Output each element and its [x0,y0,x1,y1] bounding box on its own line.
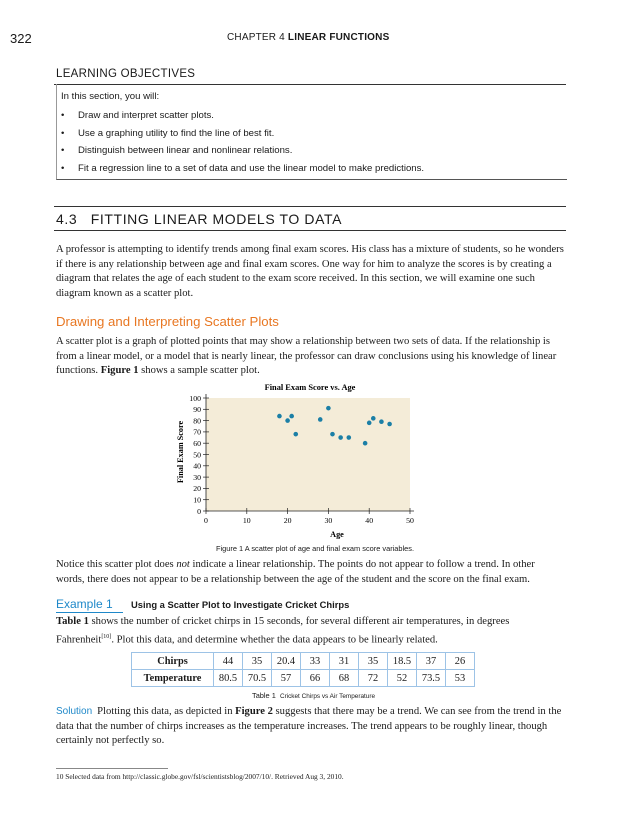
data-point [289,414,294,419]
data-point [387,422,392,427]
y-tick-label: 0 [197,506,201,516]
footnote-marker: [10] [101,633,112,640]
objective-text: Use a graphing utility to find the line of best fit. [78,127,275,139]
table-caption-label: Table 1 [252,691,276,700]
example-label: Example 1 [56,597,113,611]
bullet-icon: • [61,145,65,156]
data-point [379,419,384,424]
bullet-icon: • [61,127,65,139]
x-tick-label: 50 [406,516,414,525]
table-cell: 52 [388,670,417,687]
chapter-prefix: CHAPTER 4 [227,32,285,43]
x-tick-label: 30 [324,516,333,525]
table-cell: 73.5 [417,670,446,687]
data-point [318,417,323,422]
data-point [363,441,368,446]
table-cell: 35 [359,653,388,670]
data-point [293,432,298,437]
footnote-rule [56,768,168,769]
bullet-icon: • [61,162,65,174]
example-body [56,615,564,648]
table-cell: 18.5 [388,653,417,670]
table-cell: 37 [417,653,446,670]
chirps-table [131,652,475,687]
example-title: Using a Scatter Plot to Investigate Cricket Chirps [131,599,350,610]
subheading: Drawing and Interpreting Scatter Plots [56,314,279,329]
x-axis-label: Age [330,530,344,539]
table-cell: 44 [214,653,243,670]
data-point [277,414,282,419]
table-cell: 20.4 [272,653,301,670]
objective-text: Distinguish between linear and nonlinear relations. [78,145,293,156]
example-text: . Plot this data, and determine whether the data appears to be linearly related. [111,634,438,646]
data-point [326,406,331,411]
y-tick-label: 80 [193,416,201,426]
solution-label: Solution [56,706,93,717]
learning-objectives-intro: In this section, you will: [61,91,160,102]
objective-text: Fit a regression line to a set of data and use the linear model to make predictions. [78,162,425,174]
table-cell: 68 [330,670,359,687]
notice-paragraph [56,558,564,587]
y-tick-label: 60 [193,439,201,448]
table-cell: 33 [301,653,330,670]
y-tick-label: 40 [193,461,201,471]
list-item [61,142,424,160]
chart-title: Final Exam Score vs. Age [264,383,356,392]
x-tick-label: 10 [242,516,251,525]
solution-text: Plotting this data, as depicted in [97,706,236,717]
section-rule-bottom [54,230,566,231]
table-cell: 26 [446,653,475,670]
solution-paragraph [56,705,564,749]
data-point [347,435,352,440]
y-tick-label: 10 [193,495,201,505]
notice-text: indicate a linear relationship. The points do not appear to follow a trend. In other words, there does not appear to be a relationship between the age of the student and the score on the final exam. [56,559,535,585]
section-number: 4.3 [56,211,78,227]
y-tick-label: 100 [189,393,201,403]
page-number: 322 [10,31,32,46]
plot-area [206,398,410,511]
table-cell: 53 [446,670,475,687]
table-1-caption [252,691,375,700]
figure-1-caption: Figure 1 A scatter plot of age and final exam score variables. [216,544,415,553]
list-item [61,125,424,143]
figure-reference: Figure 2 [235,706,273,717]
x-tick-label: 40 [365,516,374,525]
section-title-text: FITTING LINEAR MODELS TO DATA [90,211,343,227]
y-tick-label: 90 [193,405,201,415]
data-point [330,432,335,437]
bullet-icon: • [61,110,65,121]
data-point [285,418,290,423]
list-item [61,160,424,178]
y-tick-label: 50 [193,450,201,460]
scatter-text: A scatter plot is a graph of plotted points that may show a relationship between two sets of data. If the relationship is from a linear model, or a model that is nearly linear, the professor can draw conclusions using his knowledge of linear functions. [56,336,557,377]
table-caption-text: Cricket Chirps vs Air Temperature [279,693,376,700]
section-title [56,211,342,227]
intro-paragraph: A professor is attempting to identify trends among final exam scores. His class has a mixture of students, so he wonders if there is any relationship between age and final exam scores. One way for him to analyze the scores is by creating a diagram that relates the age of each student to the exam score received. In this section, we will examine one such diagram known as a scatter plot. [56,244,564,299]
learning-objectives-title: LEARNING OBJECTIVES [56,68,196,80]
section-rule-top [54,206,566,207]
scatter-chart [170,380,430,542]
row-header: Temperature [132,670,214,687]
table-row [132,670,475,687]
running-header [227,32,389,43]
notice-emphasis: not [176,559,190,570]
data-point [371,416,376,421]
row-header: Chirps [132,653,214,670]
table-reference: Table 1 [56,616,89,627]
y-tick-label: 30 [193,472,201,482]
table-cell: 72 [359,670,388,687]
table-cell: 70.5 [243,670,272,687]
x-tick-label: 20 [283,516,292,525]
objective-text: Draw and interpret scatter plots. [78,110,214,121]
notice-text: Notice this scatter plot does [56,559,177,570]
example-text: shows the number of cricket chirps in 15 seconds, for several different air temperatures, in degrees Fahrenheit [56,616,510,646]
table-cell: 80.5 [214,670,243,687]
example-rule [56,612,123,613]
table-cell: 35 [243,653,272,670]
footnote: 10 Selected data from http://classic.globe.gov/fsl/scientistsblog/2007/10/. Retrieved Aug 3, 2010. [56,772,344,781]
data-point [367,421,372,426]
y-tick-label: 20 [193,484,201,494]
scatter-text: shows a sample scatter plot. [138,365,260,377]
solution-text: suggests that there may be a trend. We can see from the trend in the data that the number of chirps increases as the temperature increases. The trend appears to be roughly linear, though certainly not perfectly so. [56,706,562,747]
table-cell: 57 [272,670,301,687]
y-axis-label: Final Exam Score [176,420,185,484]
y-tick-label: 70 [193,427,201,437]
list-item [61,107,424,125]
x-tick-label: 0 [204,516,208,525]
chapter-title: LINEAR FUNCTIONS [287,32,390,43]
table-row [132,653,475,670]
table-cell: 31 [330,653,359,670]
table-cell: 66 [301,670,330,687]
figure-reference: Figure 1 [100,365,139,377]
learning-objectives-list [61,107,424,177]
scatter-paragraph [56,335,564,379]
data-point [338,435,343,440]
